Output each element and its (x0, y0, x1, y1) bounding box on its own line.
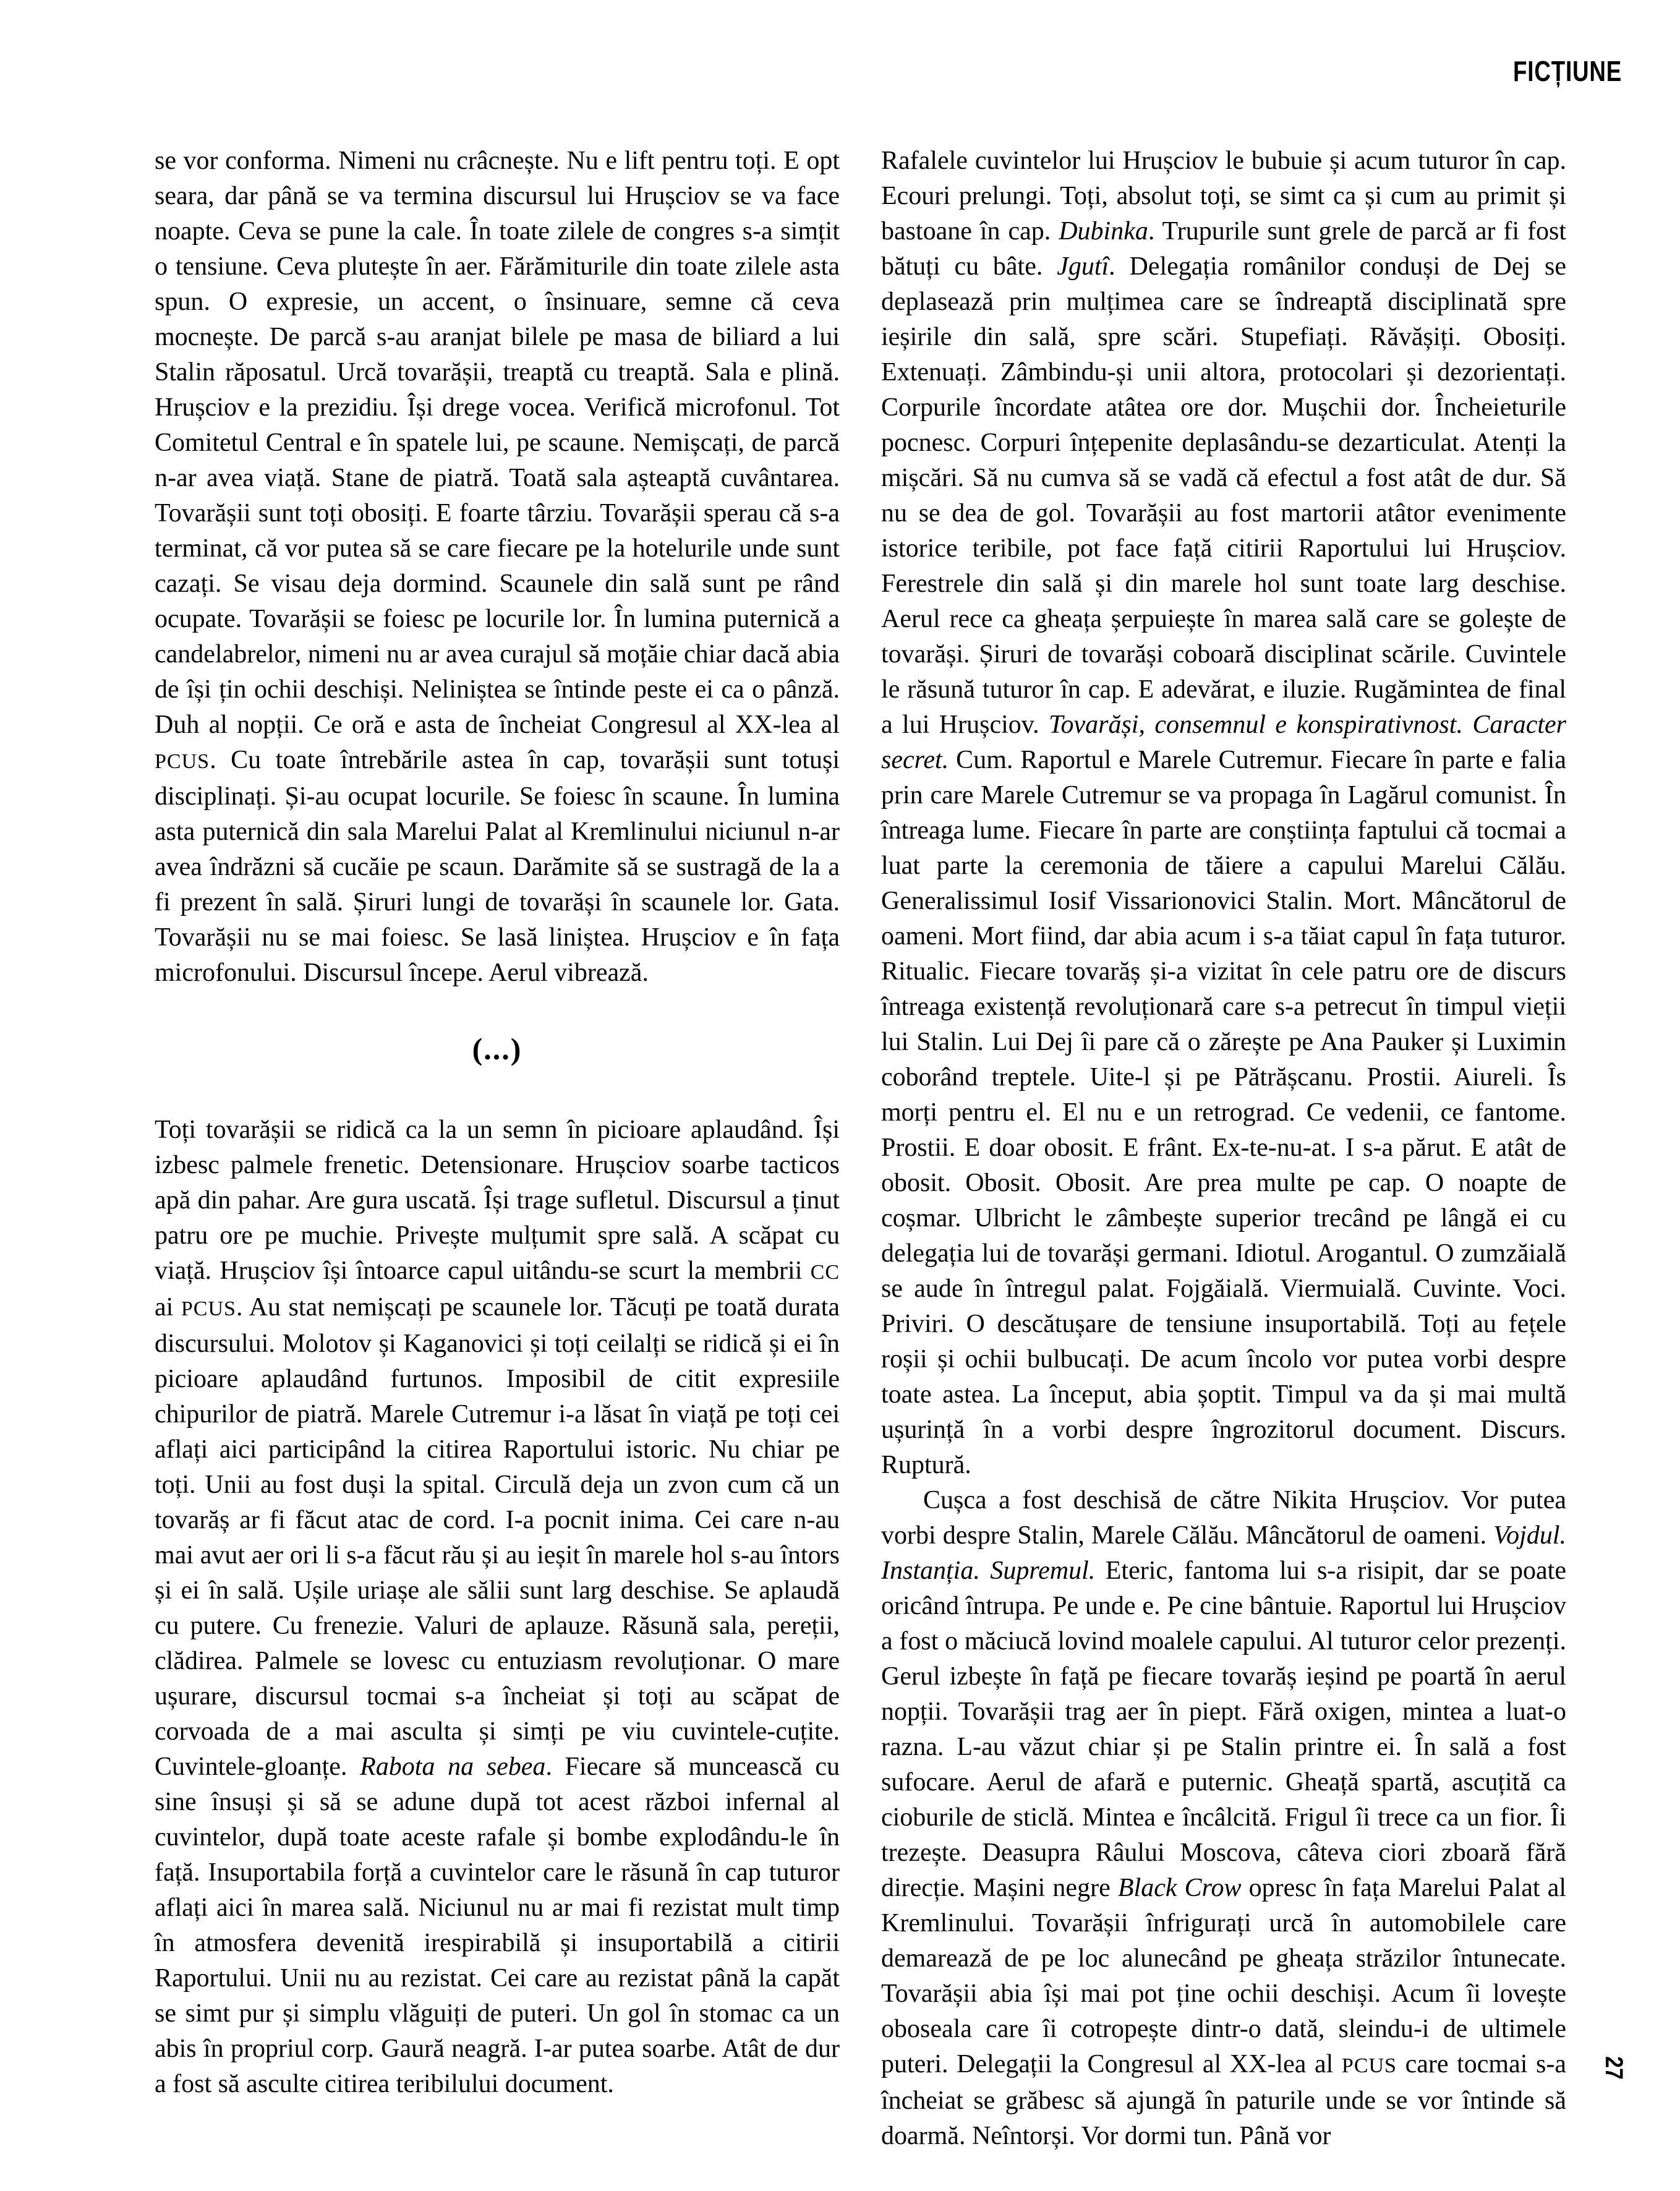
body-paragraph: Cușca a fost deschisă de către Nikita Hrușciov. Vor putea vorbi despre Stalin, Marele Călău. Mâncătorul de oameni. Vojdul. Instanția. Supremul. Eteric, fantoma lui s-a risipit, dar se poate oricând întrupa. Pe unde e. Pe cine bântuie. Raportul lui Hrușciov a fost o măciucă lovind moalele capului. Al tuturor celor prezenți. Gerul izbește în față pe fiecare tovarăș ieșind pe poartă în aerul nopții. Tovarășii trag aer în piept. Fără oxigen, mintea a luat-o razna. L-au văzut chiar și pe Stalin printre ei. În sală a fost sufocare. Aerul de afară e puternic. Gheață spartă, ascuțită ca cioburile de sticlă. Mintea e încâlcită. Frigul îi trece ca un fior. Îi trezește. Deasupra Râului Moscova, câteva ciori zboară fără direcție. Mașini negre Black Crow opresc în fața Marelui Palat al Kremlinului. Tovarășii înfrigurați urcă în automobilele care demarează de pe loc alunecând pe gheața străzilor întunecate. Tovarășii abia își mai pot ține ochii deschiși. Acum îi lovește oboseala care îi cotropește dintr-o dată, sleindu-i de ultimele puteri. Delegații la Congresul al XX-lea al PCUS care tocmai s-a încheiat se grăbesc să ajungă în paturile unde se vor întinde să doarmă. Neîntorși. Vor dormi tun. Până vor (881, 1486, 1567, 2150)
right-column (881, 143, 1566, 2154)
section-label: FICȚIUNE (1512, 55, 1622, 87)
body-paragraph: se vor conforma. Nimeni nu crâcnește. Nu e lift pentru toți. E opt seara, dar până se va termina discursul lui Hrușciov se va face noapte. Ceva se pune la cale. În toate zilele de congres s-a simțit o tensiune. Ceva plutește în aer. Fărămiturile din toate zilele asta spun. O expresie, un accent, o însinuare, semne că ceva mocnește. De parcă s-au aranjat bilele pe masa de biliard a lui Stalin răposatul. Urcă tovarășii, treaptă cu treaptă. Sala e plină. Hrușciov e la prezidiu. Își drege vocea. Verifică microfonul. Tot Comitetul Central e în spatele lui, pe scaune. Nemișcați, de parcă n-ar avea viață. Stane de piatră. Toată sala așteaptă cuvântarea. Tovarășii sunt toți obosiți. E foarte târziu. Tovarășii sperau că s-a terminat, că vor putea să se care fiecare pe la hotelurile unde sunt cazați. Se visau deja dormind. Scaunele din sală sunt pe rând ocupate. Tovarășii se foiesc pe locurile lor. În lumina puternică a candelabrelor, nimeni nu ar avea curajul să moțăie chiar dacă abia de își țin ochii deschiși. Neliniștea se întinde peste ei ca o pânză. Duh al nopții. Ce oră e asta de încheiat Congresul al XX-lea al PCUS. Cu toate întrebările astea în cap, tovarășii sunt totuși disciplinați. Și-au ocupat locurile. Se foiesc în scaune. În lumina asta puternică din sala Marelui Palat al Kremlinului niciunul n-ar avea îndrăzni să cucăie pe scaun. Darămite să se sustragă de la a fi prezent în sală. Șiruri lungi de tovarăși în scaunele lor. Gata. Tovarășii nu se mai foiesc. Se lasă liniștea. Hrușciov e în fața microfonului. Discursul începe. Aerul vibrează. (155, 147, 840, 987)
left-column (155, 143, 840, 2102)
section-break: (...) (472, 1031, 522, 1066)
page-number: 27 (1600, 2056, 1628, 2080)
body-paragraph: Rafalele cuvintelor lui Hrușciov le bubuie și acum tuturor în cap. Ecouri prelungi. Toți, absolut toți, se simt ca și cum au primit și bastoane în cap. Dubinka. Trupurile sunt grele de parcă ar fi fost bătuți cu bâte. Jgutî. Delegația românilor conduși de Dej se deplasează prin mulțimea care se îndreaptă disciplinată spre ieșirile din sală, spre scări. Stupefiați. Răvășiți. Obosiți. Extenuați. Zâmbindu-și unii altora, protocolari și dezorientați. Corpurile încordate atâtea ore dor. Mușchii dor. Încheieturile pocnesc. Corpuri înțepenite deplasându-se dezarticulat. Atenți la mișcări. Să nu cumva să se vadă că efectul a fost atât de dur. Să nu se dea de gol. Tovarășii au fost martorii atâtor evenimente istorice teribile, pot face față citirii Raportului lui Hrușciov. Ferestrele din sală și din marele hol sunt toate larg deschise. Aerul rece ca gheața șerpuiește în marea sală care se golește de tovarăși. Șiruri de tovarăși coboară disciplinat scările. Cuvintele le răsună tuturor în cap. E adevărat, e iluzie. Rugămintea de final a lui Hrușciov. Tovarăși, consemnul e konspirativnost. Caracter secret. Cum. Raportul e Marele Cutremur. Fiecare în parte e falia prin care Marele Cutremur se va propaga în Lagărul comunist. În întreaga lume. Fiecare în parte are conștiința faptului că tocmai a luat parte la ceremonia de tăiere a capului Marelui Călău. Generalissimul Iosif Vissarionovici Stalin. Mort. Mâncătorul de oameni. Mort fiind, dar abia acum i s-a tăiat capul în fața tuturor. Ritualic. Fiecare tovarăș și-a vizitat în cele patru ore de discurs întreaga existență revoluționară care s-a petrecut în timpul vieții lui Stalin. Lui Dej îi pare că o zărește pe Ana Pauker și Luximin coborând treptele. Uite-l și pe Pătrășcanu. Prostii. Aiureli. Îs morți pentru el. El nu e un retrograd. Ce vedenii, ce fantome. Prostii. E doar obosit. E frânt. Ex-te-nu-at. I s-a părut. E atât de obosit. Obosit. Obosit. Are prea multe pe cap. O noapte de coșmar. Ulbricht le zâmbește superior trecând pe lângă ei cu delegația lui de tovarăși germani. Idiotul. Arogantul. O zumzăială se aude în întregul palat. Fojgăială. Viermuială. Cuvinte. Voci. Priviri. O descătușare de tensiune insuportabilă. Toți au fețele roșii și ochii bulbucați. De acum încolo vor putea vorbi despre toate astea. La început, abia șoptit. Timpul va da și mai multă ușurință în a vorbi despre îngrozitorul document. Discurs. Ruptură. (881, 147, 1566, 1479)
body-paragraph: Toți tovarășii se ridică ca la un semn în picioare aplaudând. Își izbesc palmele frenetic. Detensionare. Hrușciov soarbe tacticos apă din pahar. Are gura uscată. Își trage sufletul. Discursul a ținut patru ore pe muchie. Privește mulțumit spre sală. A scăpat cu viață. Hrușciov își întoarce capul uitându-se scurt la membrii CC ai PCUS. Au stat nemișcați pe scaunele lor. Tăcuți pe toată durata discursului. Molotov și Kaganovici și toți ceilalți se ridică și ei în picioare aplaudând furtunos. Imposibil de citit expresiile chipurilor de piatră. Marele Cutremur i-a lăsat în viață pe toți cei aflați aici participând la citirea Raportului istoric. Nu chiar pe toți. Unii au fost duși la spital. Circulă deja un zvon cum că un tovarăș ar fi făcut atac de cord. I-a pocnit inima. Cei care n-au mai avut aer ori li s-a făcut rău și au ieșit în marele hol s-au întors și ei în sală. Ușile uriașe ale sălii sunt larg deschise. Se aplaudă cu putere. Cu frenezie. Valuri de aplauze. Răsună sala, pereții, clădirea. Palmele se lovesc cu entuziasm revoluționar. O mare ușurare, discursul tocmai s-a încheiat și toți au scăpat de corvoada de a mai asculta și simți pe viu cuvintele-cuțite. Cuvintele-gloanțe. Rabota na sebea. Fiecare să muncească cu sine însuși și să se adune după tot acest război infernal al cuvintelor, după toate aceste rafale și bombe explodându-le în față. Insuportabila forță a cuvintelor care le răsună în cap tuturor aflați aici în marea sală. Niciunul nu ar mai fi rezistat mult timp în atmosfera devenită irespirabilă și insuportabilă a citirii Raportului. Unii nu au rezistat. Cei care au rezistat până la capăt se simt pur și simplu vlăguiți de puteri. Un gol în stomac ca un abis în propriul corp. Gaură neagră. I-ar putea soarbe. Atât de dur a fost să asculte citirea teribilului document. (155, 1116, 840, 2098)
